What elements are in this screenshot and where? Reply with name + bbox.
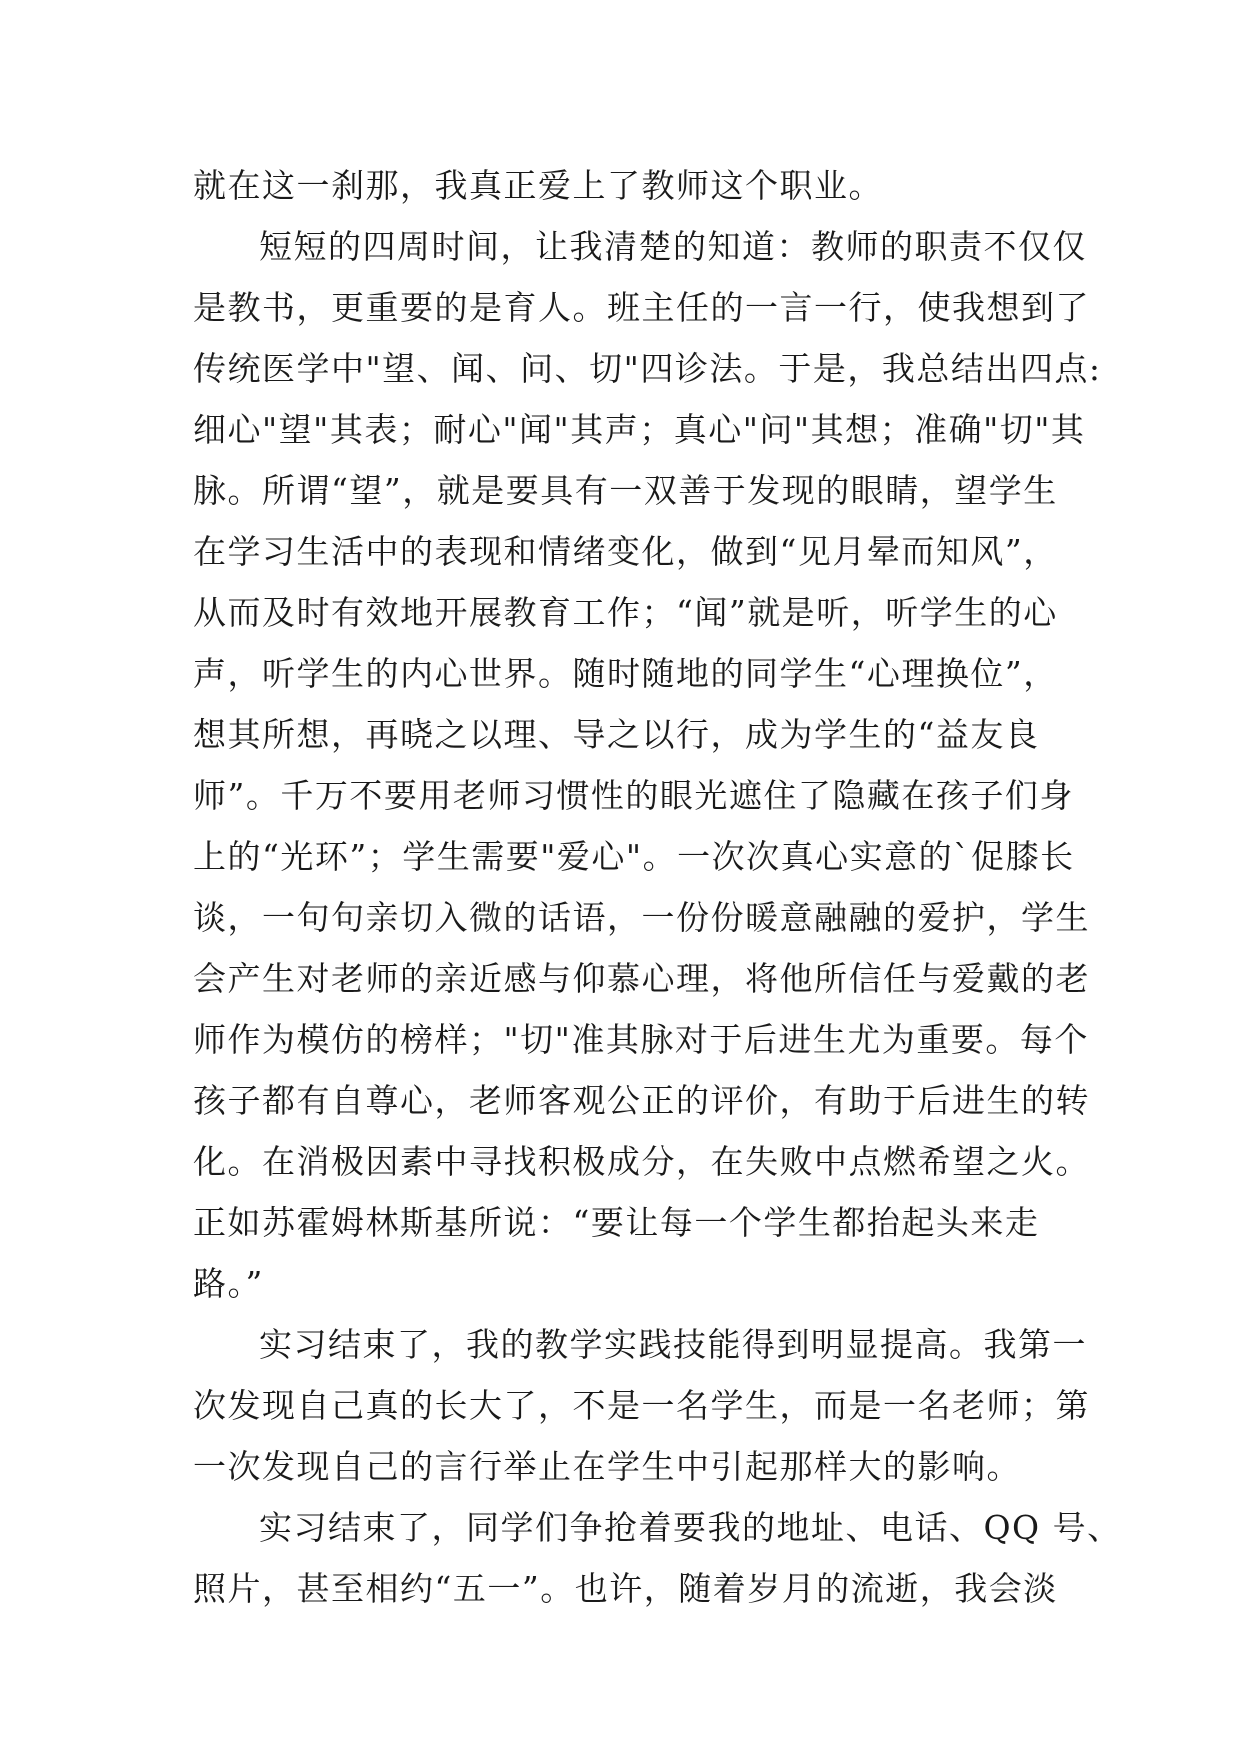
- text-line: 化。在消极因素中寻找积极成分，在失败中点燃希望之火。: [193, 1142, 1090, 1181]
- text-line: 次发现自己真的长大了，不是一名学生，而是一名老师；第: [193, 1386, 1090, 1425]
- text-line: 声，听学生的内心世界。随时随地的同学生“心理换位”，: [193, 654, 1058, 693]
- text-line: 传统医学中"望、闻、问、切"四诊法。于是，我总结出四点:: [193, 349, 1102, 388]
- text-line: 会产生对老师的亲近感与仰慕心理，将他所信任与爱戴的老: [193, 959, 1090, 998]
- text-line: 路。”: [193, 1264, 264, 1303]
- text-line: 就在这一刹那，我真正爱上了教师这个职业。: [193, 166, 883, 205]
- paragraph-first-line: 实习结束了，同学们争抢着要我的地址、电话、QQ 号、: [259, 1508, 1122, 1547]
- text-line: 照片，甚至相约“五一”。也许，随着岁月的流逝，我会淡: [193, 1569, 1058, 1608]
- text-line: 在学习生活中的表现和情绪变化，做到“见月晕而知风”，: [193, 532, 1058, 571]
- text-line: 谈，一句句亲切入微的话语，一份份暖意融融的爱护，学生: [193, 898, 1090, 937]
- text-line: 正如苏霍姆林斯基所说：“要让每一个学生都抬起头来走: [193, 1203, 1040, 1242]
- text-line: 孩子都有自尊心，老师客观公正的评价，有助于后进生的转: [193, 1081, 1090, 1120]
- paragraph-first-line: 实习结束了，我的教学实践技能得到明显提高。我第一: [259, 1325, 1087, 1364]
- body-text: [193, 155, 1122, 1619]
- text-line: 是教书，更重要的是育人。班主任的一言一行，使我想到了: [193, 288, 1090, 327]
- text-line: 师作为模仿的榜样；"切"准其脉对于后进生尤为重要。每个: [193, 1020, 1089, 1059]
- text-line: 从而及时有效地开展教育工作；“闻”就是听，听学生的心: [193, 593, 1058, 632]
- text-line: 想其所想，再晓之以理、导之以行，成为学生的“益友良: [193, 715, 1040, 754]
- text-line: 师”。千万不要用老师习惯性的眼光遮住了隐藏在孩子们身: [193, 776, 1074, 815]
- text-line: 上的“光环”；学生需要"爱心"。一次次真心实意的`促膝长: [193, 837, 1075, 876]
- text-line: 一次发现自己的言行举止在学生中引起那样大的影响。: [193, 1447, 1021, 1486]
- paragraph-first-line: 短短的四周时间，让我清楚的知道：教师的职责不仅仅: [259, 227, 1087, 266]
- text-line: 脉。所谓“望”，就是要具有一双善于发现的眼睛，望学生: [193, 471, 1058, 510]
- text-line: 细心"望"其表；耐心"闻"其声；真心"问"其想；准确"切"其: [193, 410, 1086, 449]
